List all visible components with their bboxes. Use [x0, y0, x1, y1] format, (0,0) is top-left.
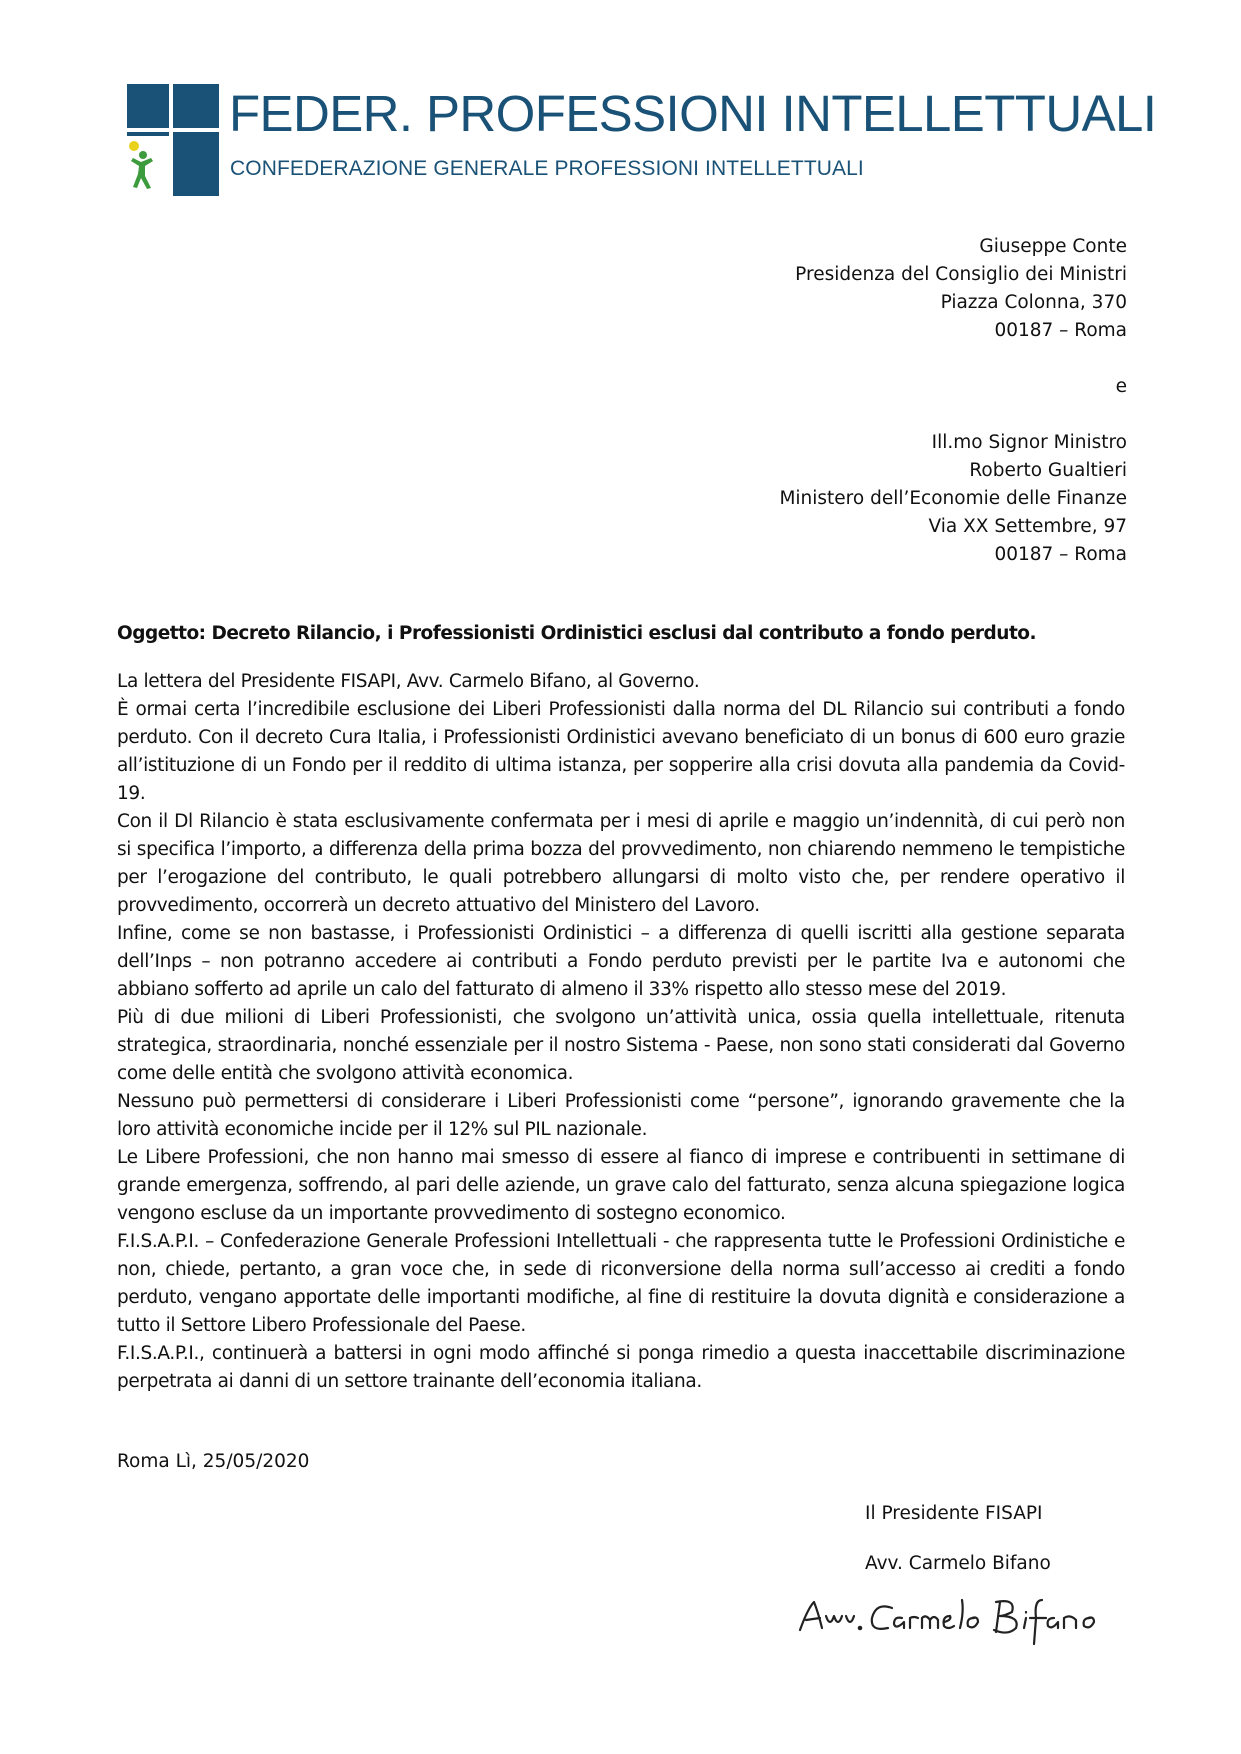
recipient-line: 00187 – Roma	[994, 320, 1127, 341]
fisapi-logo-icon	[127, 84, 219, 196]
body-paragraph: F.I.S.A.P.I. – Confederazione Generale Professioni Intellettuali - che rappresenta tutte le Professioni Ordinistiche e non, chiede, pertanto, a gran voce che, in sede di riconversione della norma sull’accesso ai crediti a fondo perduto, vengano apportate delle importanti modifiche, al fine di restituire la dovuta dignità e considerazione a tutto il Settore Libero Professionale del Paese.	[117, 1231, 1125, 1336]
body-paragraph: Le Libere Professioni, che non hanno mai smesso di essere al fianco di imprese e contribuenti in settimane di grande emergenza, soffrendo, al pari delle aziende, un grave calo del fatturato, senza alcuna spiegazione logica vengono escluse da un importante provvedimento di sostegno economico.	[117, 1147, 1125, 1224]
recipient-conjunction: e	[1115, 376, 1127, 397]
body-paragraph: È ormai certa l’incredibile esclusione dei Liberi Professionisti dalla norma del DL Rilancio sui contributi a fondo perduto. Con il decreto Cura Italia, i Professionisti Ordinistici avevano beneficiato di un bonus di 600 euro grazie all’istituzione di un Fondo per il reddito di ultima istanza, per sopperire alla crisi dovuta alla pandemia da Covid-19.	[117, 699, 1125, 804]
recipient-line: Ministero dell’Economie delle Finanze	[779, 488, 1127, 509]
body-paragraph: Infine, come se non bastasse, i Professionisti Ordinistici – a differenza di quelli iscritti alla gestione separata dell’Inps – non potranno accedere ai contributi a Fondo perduto previsti per le partite Iva e autonomi che abbiano sofferto ad aprile un calo del fatturato di almeno il 33% rispetto allo stesso mese del 2019.	[117, 923, 1125, 1000]
recipient-line: Piazza Colonna, 370	[940, 292, 1127, 313]
date-line: Roma Lì, 25/05/2020	[117, 1451, 310, 1472]
letter-body	[117, 668, 1125, 1396]
signatory-name: Avv. Carmelo Bifano	[865, 1553, 1051, 1574]
recipient-line: Roberto Gualtieri	[969, 460, 1127, 481]
organization-subtitle: CONFEDERAZIONE GENERALE PROFESSIONI INTELLETTUALI	[230, 157, 864, 180]
recipient-address-1	[795, 233, 1127, 345]
letter-subject: Oggetto: Decreto Rilancio, i Professionisti Ordinistici esclusi dal contributo a fondo perduto.	[117, 623, 1037, 644]
recipient-line: Presidenza del Consiglio dei Ministri	[795, 264, 1127, 285]
recipient-line: Giuseppe Conte	[979, 236, 1127, 257]
recipient-line: Ill.mo Signor Ministro	[931, 432, 1127, 453]
recipient-address-2	[779, 429, 1127, 569]
signatory-title: Il Presidente FISAPI	[865, 1503, 1043, 1524]
recipient-line: 00187 – Roma	[994, 544, 1127, 565]
organization-name: FEDER. PROFESSIONI INTELLETTUALI	[229, 85, 1157, 142]
body-paragraph: Nessuno può permettersi di considerare i Liberi Professionisti come “persone”, ignorando gravemente che la loro attività economiche incide per il 12% sul PIL nazionale.	[117, 1091, 1125, 1140]
recipient-line: Via XX Settembre, 97	[928, 516, 1127, 537]
body-paragraph: F.I.S.A.P.I., continuerà a battersi in ogni modo affinché si ponga rimedio a questa inaccettabile discriminazione perpetrata ai danni di un settore trainante dell’economia italiana.	[117, 1343, 1125, 1392]
body-paragraph: Più di due milioni di Liberi Professionisti, che svolgono un’attività unica, ossia quella intellettuale, ritenuta strategica, straordinaria, nonché essenziale per il nostro Sistema - Paese, non sono stati considerati dal Governo come delle entità che svolgono attività economica.	[117, 1007, 1125, 1084]
body-paragraph: La lettera del Presidente FISAPI, Avv. Carmelo Bifano, al Governo.	[117, 671, 700, 692]
handwritten-signature	[790, 1588, 1130, 1648]
body-paragraph: Con il Dl Rilancio è stata esclusivamente confermata per i mesi di aprile e maggio un’indennità, di cui però non si specifica l’importo, a differenza della prima bozza del provvedimento, non chiarendo nemmeno le tempistiche per l’erogazione del contributo, le quali potrebbero allungarsi di molto visto che, per rendere operativo il provvedimento, occorrerà un decreto attuativo del Ministero del Lavoro.	[117, 811, 1125, 916]
letterhead	[127, 84, 1157, 199]
